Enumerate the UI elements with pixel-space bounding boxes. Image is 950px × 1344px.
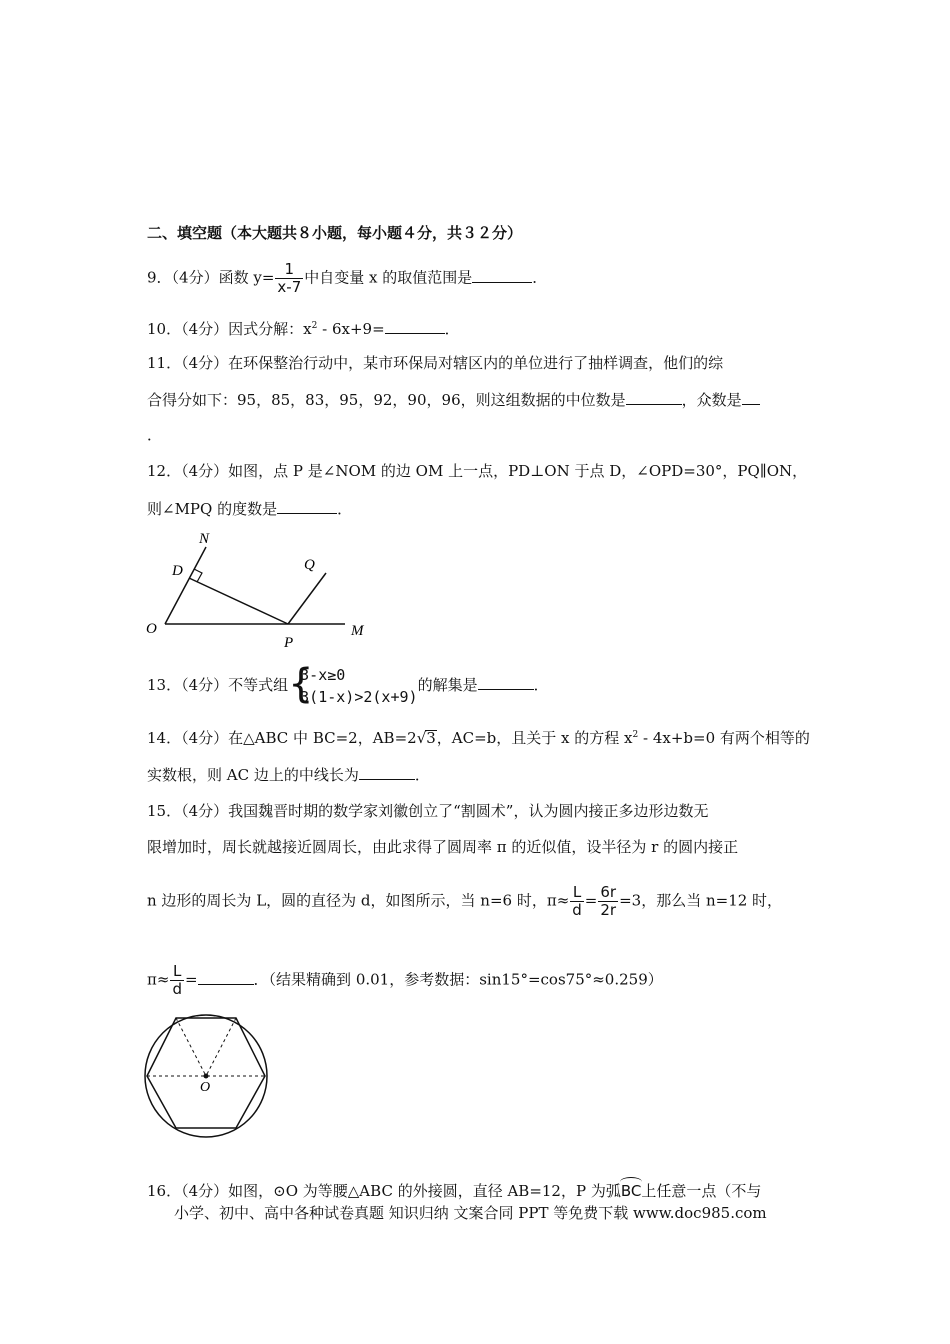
inequality-system <box>288 661 418 708</box>
brace-icon: { <box>288 661 314 707</box>
equals-sign: = <box>184 970 198 989</box>
question-9 <box>147 261 547 296</box>
fraction <box>570 884 584 919</box>
right-angle-mark <box>194 569 202 582</box>
question-score: （4分） <box>181 802 229 820</box>
question-score: （4分） <box>181 729 229 747</box>
answer-blank <box>359 765 415 780</box>
question-text: 限增加时，周长就越接近圆周长，由此求得了圆周率 π 的近似值，设半径为 r 的圆内接正 <box>147 838 739 856</box>
center-point <box>204 1074 209 1079</box>
segment-on <box>165 547 206 624</box>
answer-blank <box>742 390 760 405</box>
question-text: 中自变量 x 的取值范围是 <box>304 268 473 287</box>
question-score: （4分） <box>181 1182 229 1200</box>
question-text: 合得分如下：95，85，83，95，92，90，96，则这组数据的中位数是 <box>147 391 626 409</box>
label-q: Q <box>304 557 315 573</box>
question-text: ，众数是 <box>681 391 742 409</box>
question-number: 12． <box>147 462 182 480</box>
question-text: 上任意一点（不与 <box>641 1182 762 1200</box>
question-score: （4分） <box>181 320 229 338</box>
question-number: 16． <box>147 1182 182 1200</box>
question-score: （4分） <box>171 268 219 287</box>
question-13 <box>147 661 549 708</box>
question-text: π≈ <box>147 970 170 989</box>
superscript: 2 <box>311 321 318 331</box>
question-text: 我国魏晋时期的数学家刘徽创立了“割圆术”，认为圆内接正多边形边数无 <box>228 802 709 820</box>
fraction <box>170 963 184 998</box>
question-text: =3，那么当 n=12 时， <box>619 891 783 910</box>
question-text: 不等式组 <box>228 676 289 694</box>
question-12 <box>147 460 807 481</box>
fraction-denominator: d <box>572 901 582 919</box>
question-10 <box>147 318 460 339</box>
question-score: （4分） <box>181 676 229 694</box>
question-text: ，AC=b，且关于 x 的方程 x <box>436 729 633 747</box>
radius-dashed-left <box>176 1018 206 1076</box>
question-15-line2 <box>147 836 738 857</box>
question-text: 则∠MPQ 的度数是 <box>147 500 278 518</box>
period: ． <box>444 320 460 338</box>
fraction-denominator: d <box>172 980 182 998</box>
segment-pq <box>288 573 326 624</box>
inscribed-hexagon <box>147 1018 265 1128</box>
question-number: 13． <box>147 676 182 694</box>
inequality-row-1: 3-x≥0 <box>300 666 346 684</box>
fraction <box>275 261 303 296</box>
question-text: 在△ABC 中 BC=2，AB=2 <box>228 729 417 747</box>
fraction-denominator: 2r <box>600 901 617 919</box>
period: ． <box>337 500 353 518</box>
fraction <box>598 884 618 919</box>
question-15 <box>147 800 708 821</box>
answer-blank <box>472 268 532 283</box>
equals-sign: = <box>584 891 598 910</box>
question-text: 因式分解：x <box>228 320 312 338</box>
label-p: P <box>284 635 294 651</box>
question-text: - 6x+9= <box>317 320 385 338</box>
section-heading: 二、填空题（本大题共８小题，每小题４分，共３２分） <box>147 224 523 242</box>
fraction-numerator: L <box>572 883 582 901</box>
sqrt-value: 3 <box>426 729 436 747</box>
question-16 <box>147 1180 761 1201</box>
answer-blank <box>385 319 445 334</box>
label-m: M <box>351 623 364 639</box>
question-11 <box>147 352 723 373</box>
answer-blank <box>277 499 337 514</box>
fraction-numerator: 1 <box>284 260 295 278</box>
answer-blank <box>478 675 534 690</box>
question-number: 11． <box>147 354 182 372</box>
sqrt-sign: √ <box>416 729 427 747</box>
question-number: 14． <box>147 729 182 747</box>
fraction-numerator: 6r <box>600 883 617 901</box>
label-d: D <box>172 563 183 579</box>
question-text: ．（结果精确到 0.01，参考数据：sin15°=cos75°≈0.259） <box>253 970 663 989</box>
question-number: 10． <box>147 320 182 338</box>
answer-blank <box>626 390 682 405</box>
question-11-line3 <box>147 424 162 445</box>
question-14 <box>147 727 810 748</box>
question-number: 9． <box>147 268 172 287</box>
question-12-line2 <box>147 498 352 519</box>
angle-figure <box>140 525 380 655</box>
period: ． <box>532 268 548 287</box>
question-text: 实数根，则 AC 边上的中线长为 <box>147 766 359 784</box>
question-number: 15． <box>147 802 182 820</box>
question-11-line2 <box>147 389 760 410</box>
period: ． <box>414 766 430 784</box>
question-15-line3 <box>147 884 782 919</box>
segment-pd <box>189 578 288 624</box>
question-text: 如图，点 P 是∠NOM 的边 OM 上一点，PD⊥ON 于点 D，∠OPD=30°，PQ∥ON， <box>228 462 808 480</box>
hexagon-circle-figure <box>140 1010 275 1145</box>
period: ． <box>147 426 163 444</box>
question-text: 在环保整治行动中，某市环保局对辖区内的单位进行了抽样调查，他们的综 <box>228 354 724 372</box>
label-o: O <box>146 621 157 637</box>
fraction-denominator: x-7 <box>277 278 302 296</box>
question-14-line2 <box>147 764 430 785</box>
inequality-row-2: 3(1-x)>2(x+9) <box>300 688 418 706</box>
question-text: 如图，⊙O 为等腰△ABC 的外接圆，直径 AB=12，P 为弧 <box>228 1182 621 1200</box>
footer-text: 小学、初中、高中各种试卷真题 知识归纳 文案合同 PPT 等免费下载 www.doc985.com <box>174 1204 767 1222</box>
center-label: O <box>200 1080 211 1095</box>
arc-notation: BC <box>620 1182 642 1200</box>
superscript: 2 <box>632 730 639 740</box>
question-text: 函数 y= <box>218 268 275 287</box>
question-text: n 边形的周长为 L，圆的直径为 d，如图所示，当 n=6 时，π≈ <box>147 891 570 910</box>
question-score: （4分） <box>181 354 229 372</box>
fraction-numerator: L <box>173 962 182 980</box>
period: ． <box>533 676 549 694</box>
question-text: - 4x+b=0 有两个相等的 <box>638 729 810 747</box>
question-score: （4分） <box>181 462 229 480</box>
answer-blank <box>198 970 254 985</box>
question-15-line4 <box>147 963 663 998</box>
label-n: N <box>199 531 210 547</box>
radius-dashed-right <box>206 1018 236 1076</box>
question-text: 的解集是 <box>417 676 478 694</box>
